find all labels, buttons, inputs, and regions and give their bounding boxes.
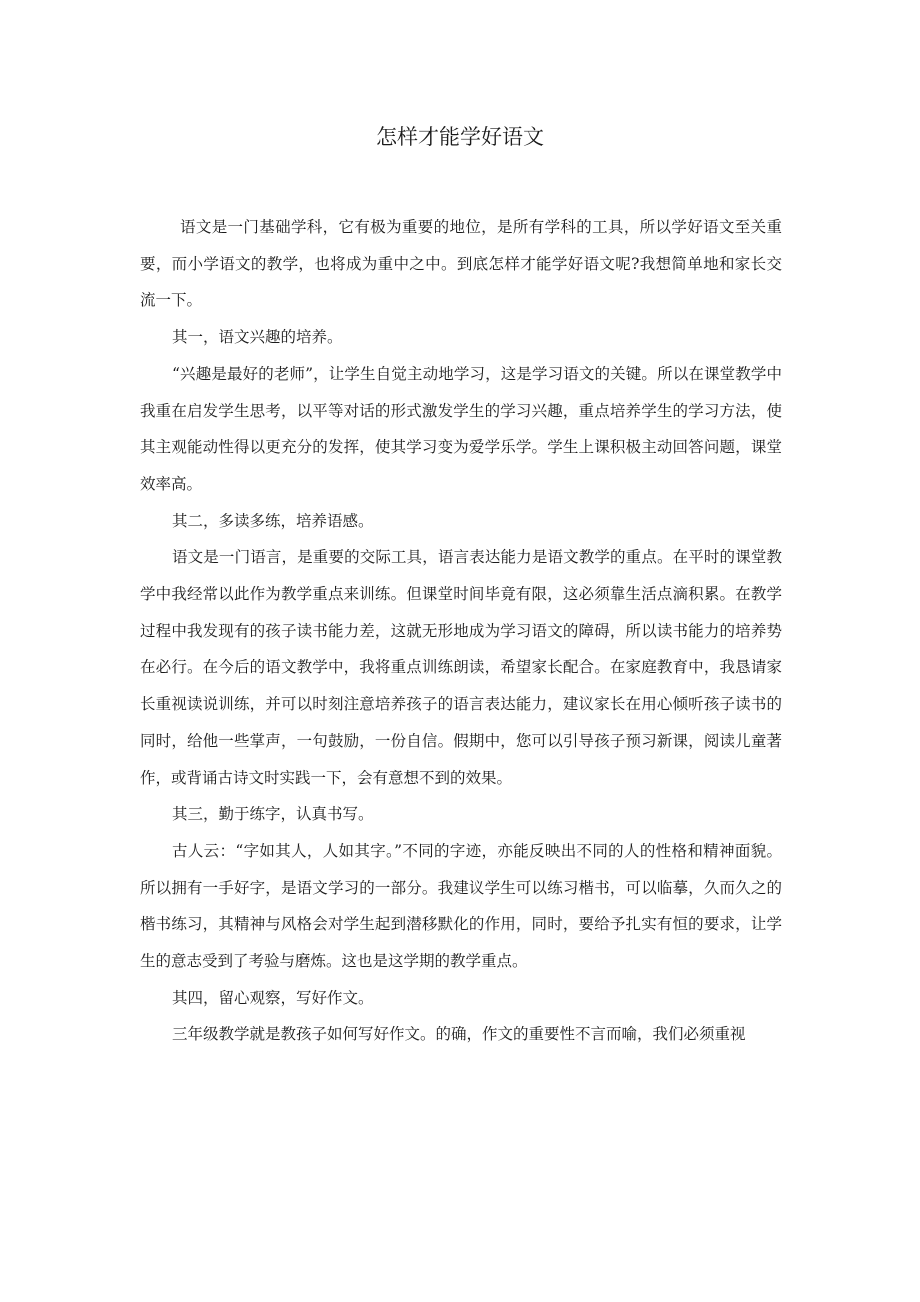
paragraph-handwriting: 古人云：“字如其人，人如其字。”不同的字迹，亦能反映出不同的人的性格和精神面貌。所以拥有一手好字，是语文学习的一部分。我建议学生可以练习楷书，可以临摹，久而久之的楷书练习，其精神与风格会对学生起到潜移默化的作用，同时，要给予扎实有恒的要求，让学生的意志受到了考验与磨炼。这也是这学期的教学重点。	[140, 841, 782, 971]
document-body	[140, 209, 782, 1053]
paragraph-heading-2: 其二，多读多练，培养语感。	[172, 511, 374, 530]
paragraph-composition: 三年级教学就是教孩子如何写好作文。的确，作文的重要性不言而喻，我们必须重视	[172, 1025, 746, 1044]
paragraph-heading-3: 其三，勤于练字，认真书写。	[172, 805, 374, 824]
paragraph-interest: “兴趣是最好的老师”，让学生自觉主动地学习，这是学习语文的关键。所以在课堂教学中我重在启发学生思考，以平等对话的形式激发学生的学习兴趣，重点培养学生的学习方法，使其主观能动性得以更充分的发挥，使其学习变为爱学乐学。学生上课积极主动回答问题，课堂效率高。	[140, 364, 782, 493]
document-title: 怎样才能学好语文	[376, 125, 544, 149]
paragraph-intro: 语文是一门基础学科，它有极为重要的地位，是所有学科的工具，所以学好语文至关重要，而小学语文的教学，也将成为重中之中。到底怎样才能学好语文呢?我想简单地和家长交流一下。	[140, 218, 782, 310]
paragraph-heading-4: 其四，留心观察，写好作文。	[172, 988, 374, 1007]
paragraph-heading-1: 其一，语文兴趣的培养。	[172, 328, 343, 347]
paragraph-reading: 语文是一门语言，是重要的交际工具，语言表达能力是语文教学的重点。在平时的课堂教学中我经常以此作为教学重点来训练。但课堂时间毕竟有限，这必须靠生活点滴积累。在教学过程中我发现有的孩子读书能力差，这就无形地成为学习语文的障碍，所以读书能力的培养势在必行。在今后的语文教学中，我将重点训练朗读，希望家长配合。在家庭教育中，我恳请家长重视读说训练，并可以时刻注意培养孩子的语言表达能力，建议家长在用心倾听孩子读书的同时，给他一些掌声，一句鼓励，一份自信。假期中，您可以引导孩子预习新课，阅读儿童著作，或背诵古诗文时实践一下，会有意想不到的效果。	[140, 548, 782, 787]
